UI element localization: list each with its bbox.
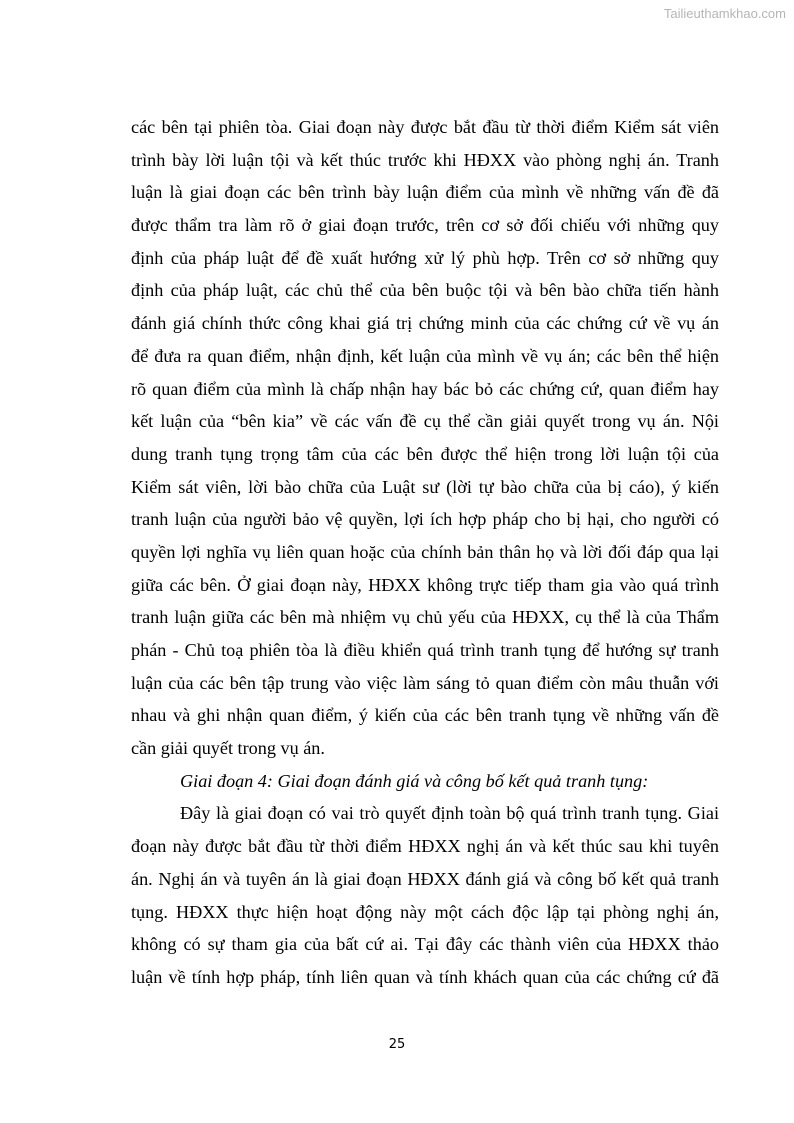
page-number: 25 [388,1037,406,1052]
text-line: án. Nghị án và tuyên án là giai đoạn HĐXX đánh giá và công bố kết quả tranh [131,868,719,889]
text-line: cần giải quyết trong vụ án. [131,738,325,759]
text-line: nhau và ghi nhận quan điểm, ý kiến của các bên tranh tụng về những vấn đề [131,705,719,726]
page-body [131,111,719,994]
text-line: trình bày lời luận tội và kết thúc trước khi HĐXX vào phòng nghị án. Tranh [131,149,719,170]
text-line: luận của các bên tập trung vào việc làm sáng tỏ quan điểm còn mâu thuẫn với [131,672,719,693]
text-line: để đưa ra quan điểm, nhận định, kết luận của mình về vụ án; các bên thể hiện [131,345,719,366]
text-line: tranh luận giữa các bên mà nhiệm vụ chủ yếu của HĐXX, cụ thể là của Thẩm [131,607,719,628]
paragraph-1 [131,111,719,765]
text-line: Đây là giai đoạn có vai trò quyết định toàn bộ quá trình tranh tụng. Giai [180,803,719,824]
text-line: quyền lợi nghĩa vụ liên quan hoặc của chính bản thân họ và lời đối đáp qua lại [131,541,719,562]
text-line: định của pháp luật để đề xuất hướng xử lý phù hợp. Trên cơ sở những quy [131,247,719,268]
text-line: đoạn này được bắt đầu từ thời điểm HĐXX nghị án và kết thúc sau khi tuyên [131,836,719,857]
text-line: phán - Chủ toạ phiên tòa là điều khiển quá trình tranh tụng để hướng sự tranh [131,640,719,660]
text-line: tranh luận của người bảo vệ quyền, lợi ích hợp pháp cho bị hại, cho người có [131,509,719,530]
text-line: các bên tại phiên tòa. Giai đoạn này được bắt đầu từ thời điểm Kiểm sát viên [131,117,719,137]
text-line: kết luận của “bên kia” về các vấn đề cụ thể cần giải quyết trong vụ án. Nội [131,411,719,432]
text-line: đánh giá chính thức công khai giá trị chứng minh của các chứng cứ về vụ án [131,313,719,334]
text-line: định của pháp luật, các chủ thể của bên buộc tội và bên bào chữa tiến hành [131,280,719,301]
text-line: giữa các bên. Ở giai đoạn này, HĐXX không trực tiếp tham gia vào quá trình [131,574,719,595]
text-line: không có sự tham gia của bất cứ ai. Tại đây các thành viên của HĐXX thảo [131,934,719,955]
watermark-text: Tailieuthamkhao.com [663,6,786,21]
text-line: luận là giai đoạn các bên trình bày luận điểm của mình về những vấn đề đã [131,182,719,203]
paragraph-2 [131,797,719,993]
text-line: luận về tính hợp pháp, tính liên quan và tính khách quan của các chứng cứ đã [131,966,719,987]
text-line: được thẩm tra làm rõ ở giai đoạn trước, trên cơ sở đối chiếu với những quy [131,215,719,236]
text-line: Kiểm sát viên, lời bào chữa của Luật sư (lời tự bào chữa của bị cáo), ý kiến [131,476,719,497]
text-line: rõ quan điểm của mình là chấp nhận hay bác bỏ các chứng cứ, quan điểm hay [131,378,719,399]
text-line: dung tranh tụng trọng tâm của các bên được thể hiện trong lời luận tội của [131,443,719,464]
text-line: tụng. HĐXX thực hiện hoạt động này một cách độc lập tại phòng nghị án, [131,901,719,922]
section-heading: Giai đoạn 4: Giai đoạn đánh giá và công bố kết quả tranh tụng: [180,770,649,791]
